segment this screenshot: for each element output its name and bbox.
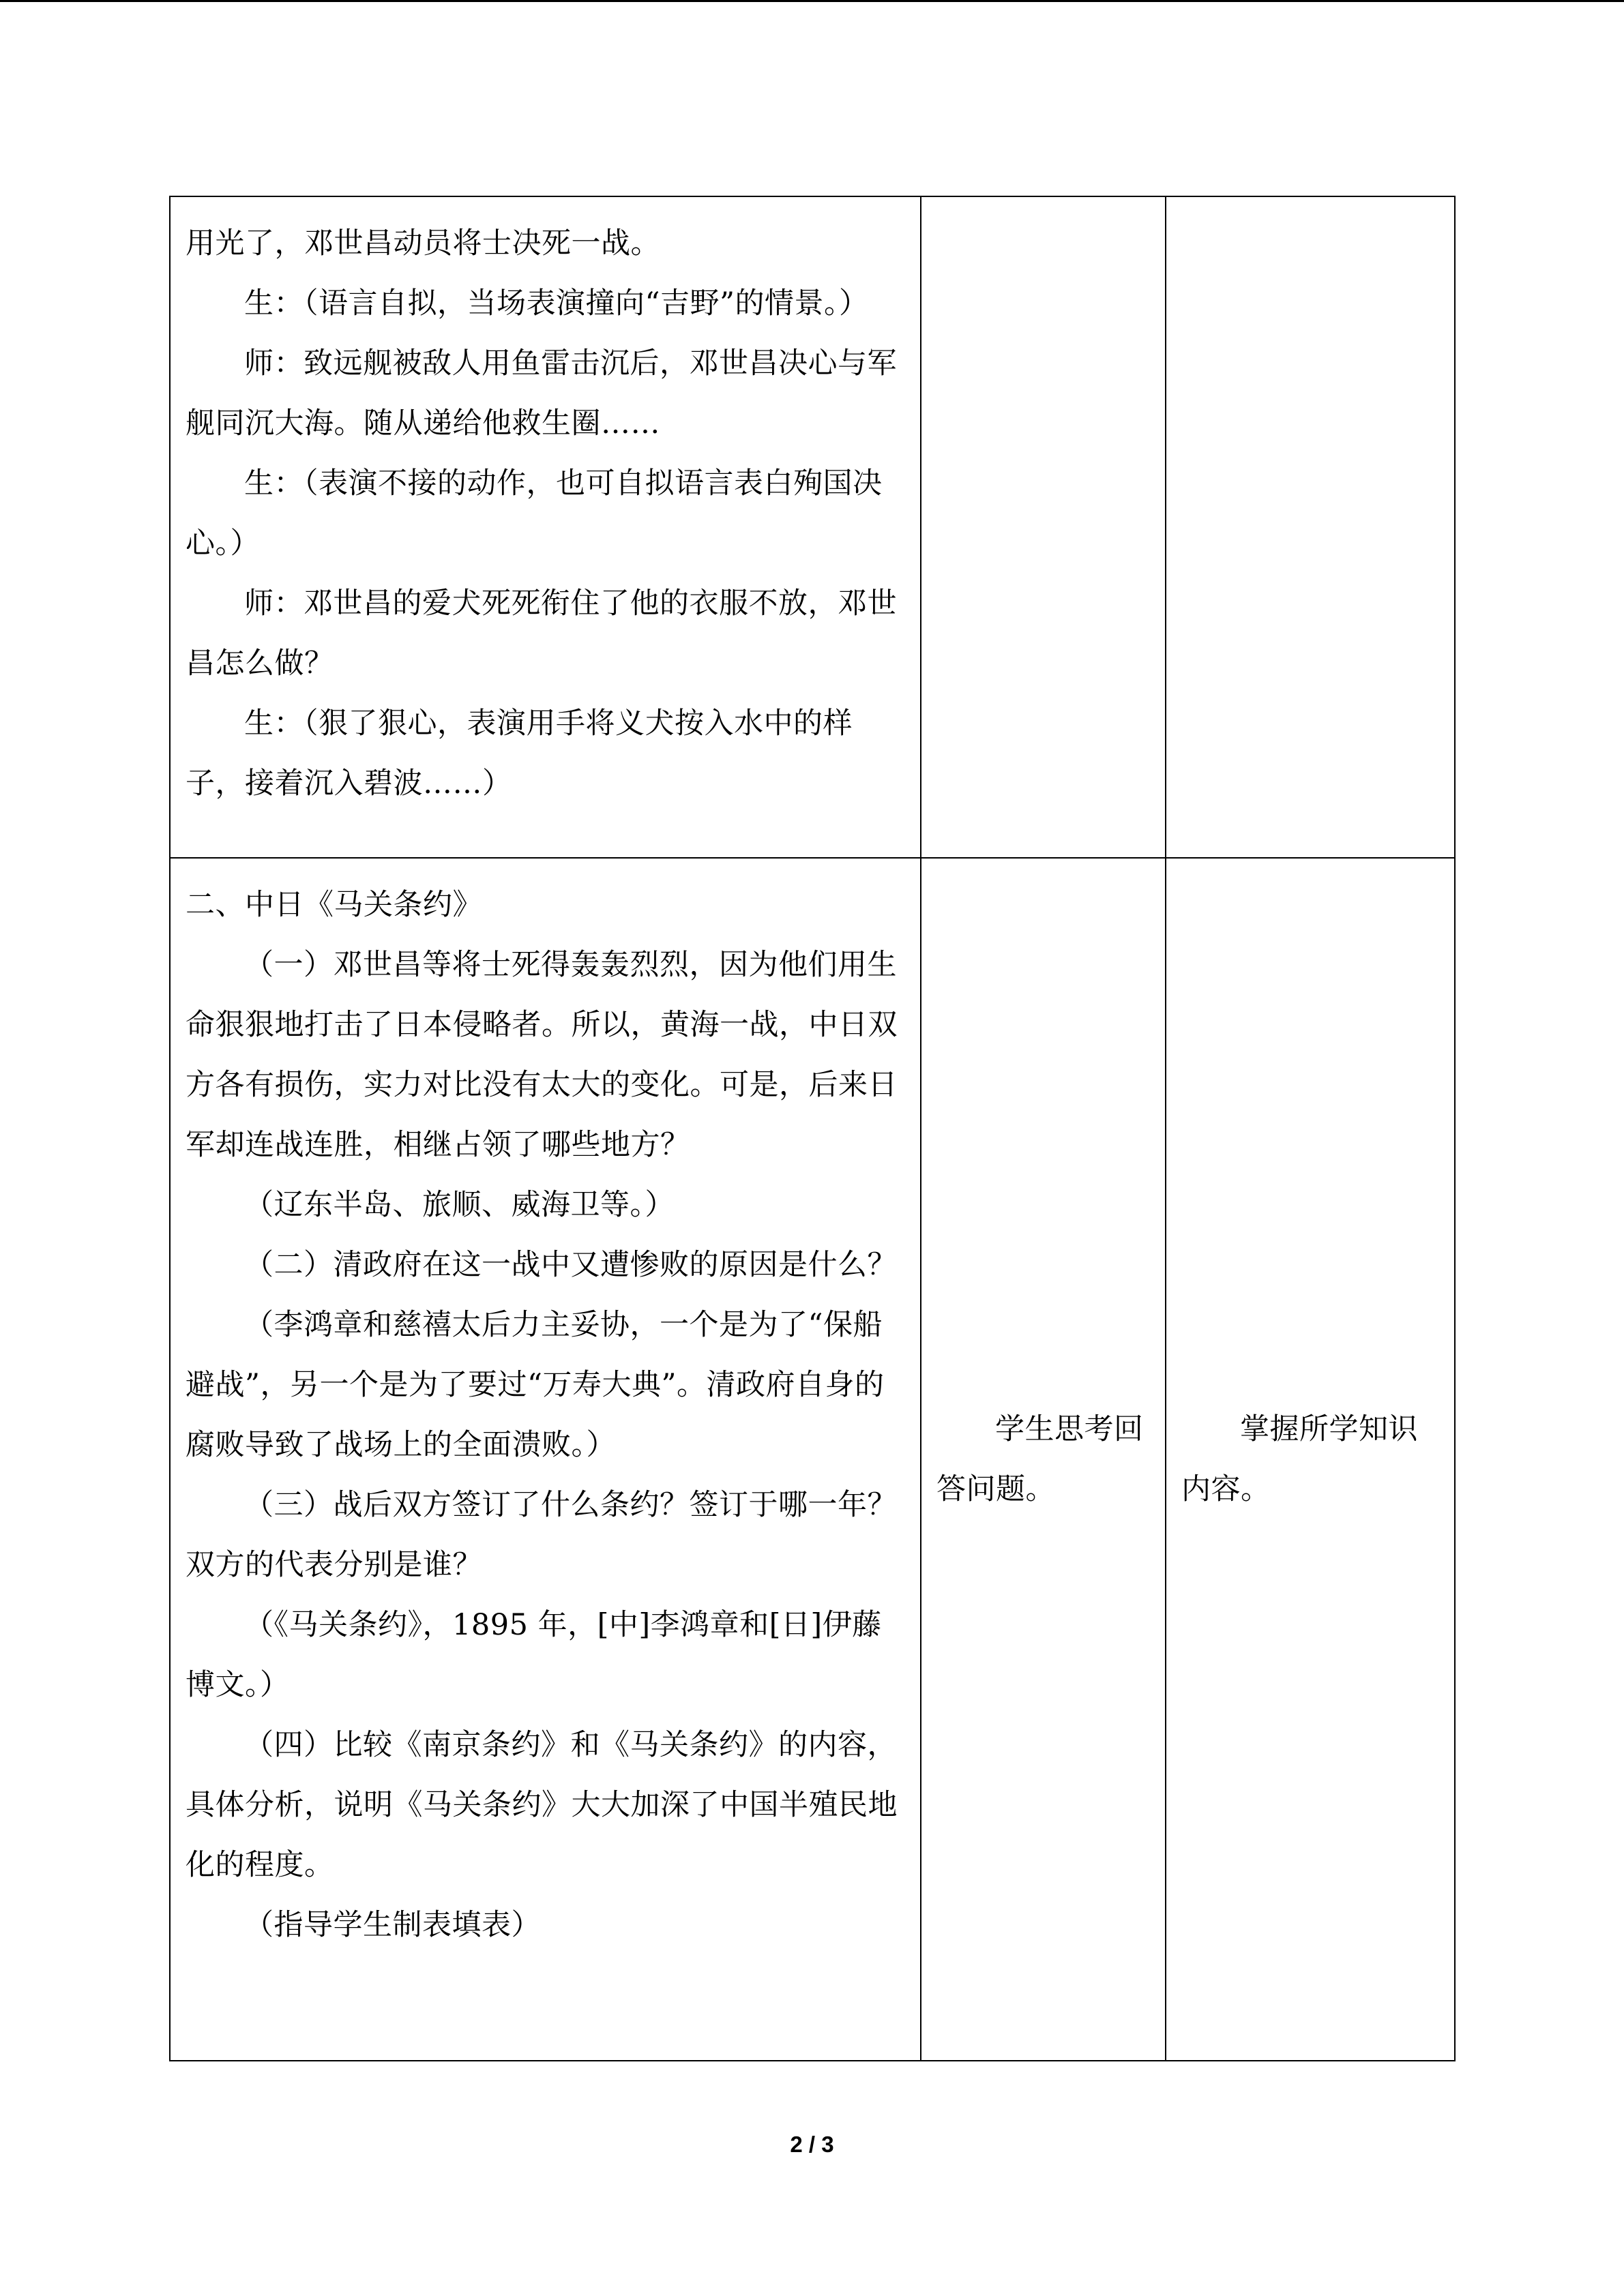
- lesson-plan-table: [169, 196, 1456, 2061]
- design-intent-cell: [1166, 196, 1455, 858]
- paragraph: （指导学生制表填表）: [244, 1908, 541, 1942]
- table-row: [170, 196, 1455, 858]
- paragraph: 师：致远舰被敌人用鱼雷击沉后，邓世昌决心与军舰同沉大海。随从递给他救生圈……: [186, 346, 897, 441]
- teaching-process-cell: [170, 196, 921, 858]
- design-intent-cell: [1166, 858, 1455, 2061]
- paragraph: （四）比较《南京条约》和《马关条约》的内容，具体分析，说明《马关条约》大大加深了中国半殖民地化的程度。: [186, 1728, 898, 1882]
- paragraph: 用光了，邓世昌动员将士决死一战。: [186, 226, 660, 260]
- paragraph: （二）清政府在这一战中又遭惨败的原因是什么？: [244, 1248, 897, 1282]
- paragraph: （李鸿章和慈禧太后力主妥协，一个是为了“保船避战”，另一个是为了要过“万寿大典”。清政府自身的腐败导致了战场上的全面溃败。）: [186, 1308, 885, 1462]
- student-activity-text: 学生思考回答问题。: [936, 1412, 1144, 1506]
- student-activity-cell: [921, 196, 1166, 858]
- teaching-process-content: [171, 197, 920, 819]
- teaching-process-content: [171, 859, 920, 1960]
- paragraph: 生：（狠了狠心，表演用手将义犬按入水中的样子，接着沉入碧波……）: [186, 706, 853, 801]
- paragraph: （一）邓世昌等将士死得轰轰烈烈，因为他们用生命狠狠地打击了日本侵略者。所以，黄海一战，中日双方各有损伤，实力对比没有太大的变化。可是，后来日军却连战连胜，相继占领了哪些地方？: [186, 948, 898, 1162]
- paragraph: 生：（语言自拟，当场表演撞向“吉野”的情景。）: [244, 286, 869, 320]
- page-number: 2 / 3: [790, 2132, 834, 2157]
- paragraph: （辽东半岛、旅顺、威海卫等。）: [244, 1188, 675, 1222]
- teaching-process-cell: [170, 858, 921, 2061]
- design-intent-text: 掌握所学知识内容。: [1181, 1412, 1418, 1506]
- table-row: [170, 858, 1455, 2061]
- student-activity-cell: [921, 858, 1166, 2061]
- paragraph: （三）战后双方签订了什么条约？签订于哪一年？双方的代表分别是谁？: [186, 1488, 897, 1582]
- paragraph: 生：（表演不接的动作，也可自拟语言表白殉国决心。）: [186, 466, 883, 561]
- paragraph: 师：邓世昌的爱犬死死衔住了他的衣服不放，邓世昌怎么做？: [186, 586, 897, 681]
- paragraph: （《马关条约》，1895 年，[中]李鸿章和[日]伊藤博文。）: [186, 1608, 882, 1702]
- section-heading: 二、中日《马关条约》: [186, 888, 482, 922]
